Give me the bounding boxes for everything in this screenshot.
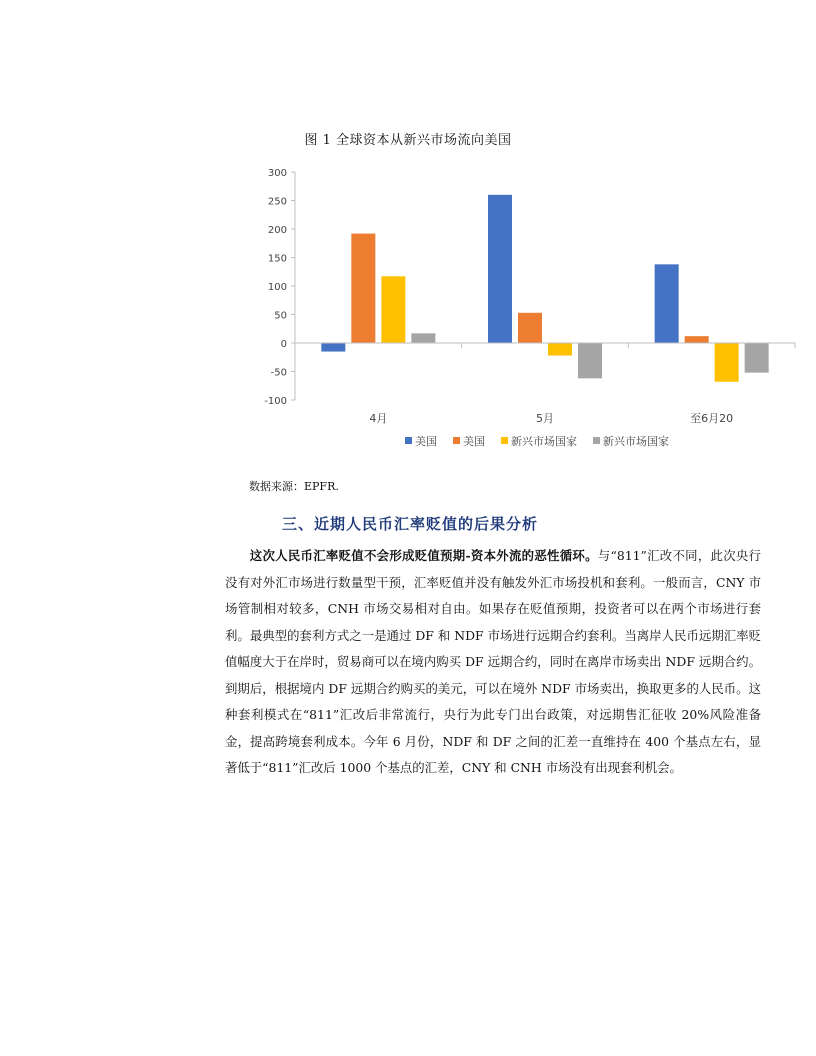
bar [745, 343, 769, 373]
legend-label: 新兴市场国家 [603, 435, 669, 448]
y-tick-label: -100 [264, 396, 287, 407]
bar [488, 195, 512, 343]
section-heading: 三、近期人民币汇率贬值的后果分析 [282, 515, 539, 533]
legend-swatch [405, 437, 412, 444]
legend-swatch [501, 437, 508, 444]
y-tick-label: 50 [274, 310, 287, 322]
bar-chart [240, 160, 800, 460]
y-tick-label: 0 [280, 339, 287, 350]
y-tick-label: 250 [267, 196, 287, 208]
y-tick-label: 100 [267, 282, 287, 293]
legend-label: 新兴市场国家 [511, 435, 577, 448]
bar [548, 343, 572, 356]
body-paragraph [225, 543, 761, 782]
bar [578, 343, 602, 378]
y-tick-label: 200 [267, 225, 287, 236]
x-category-label: 5月 [536, 412, 554, 425]
bar [685, 336, 709, 343]
bar [321, 343, 345, 352]
figure-title: 图 1 全球资本从新兴市场流向美国 [304, 133, 512, 148]
y-tick-label: 150 [267, 253, 287, 265]
bar [381, 276, 405, 343]
legend-label: 美国 [463, 435, 485, 448]
figure-source: 数据来源：EPFR. [249, 480, 339, 493]
bar [518, 313, 542, 343]
bar [351, 234, 375, 343]
x-category-label: 至6月20 [690, 412, 734, 425]
chart-legend [405, 434, 669, 448]
x-category-label: 4月 [369, 412, 388, 425]
y-axis [264, 168, 295, 407]
legend-label: 美国 [415, 435, 437, 448]
bar [655, 264, 679, 343]
paragraph-lead: 这次人民币汇率贬值不会形成贬值预期-资本外流的恶性循环。 [249, 548, 598, 563]
bar [715, 343, 739, 382]
paragraph-text: 与“811”汇改不同，此次央行没有对外汇市场进行数量型干预，汇率贬值并没有触发外汇市场投机和套利。一般而言，CNY 市场管制相对较多，CNH 市场交易相对自由。如果存在贬值预期，投资者可以在两个市场进行套利。最典型的套利方式之一是通过 DF 和 NDF 市场进行远期合约套利。当离岸人民币远期汇率贬值幅度大于在岸时，贸易商可以在境内购买 DF 远期合约，同时在离岸市场卖出 NDF 远期合约。到期后，根据境内 DF 远期合约购买的美元，可以在境外 NDF 市场卖出，换取更多的人民币。这种套利模式在“811”汇改后非常流行，央行为此专门出台政策，对远期售汇征收 20%风险准备金，提高跨境套利成本。今年 6 月份，NDF 和 DF 之间的汇差一直维持在 400 个基点左右，显著低于“811”汇改后 1000 个基点的汇差，CNY 和 CNH 市场没有出现套利机会。 [225, 548, 761, 775]
bar [411, 333, 435, 343]
y-tick-label: -50 [270, 367, 287, 379]
legend-swatch [593, 437, 600, 444]
legend-swatch [453, 437, 460, 444]
y-tick-label: 300 [267, 168, 287, 179]
chart-bars [321, 195, 768, 382]
